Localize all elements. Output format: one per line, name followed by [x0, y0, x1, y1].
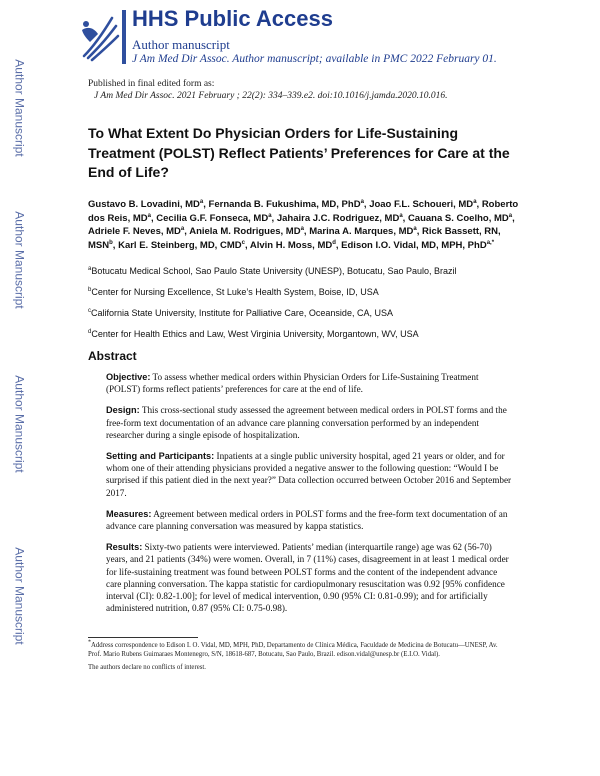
author-name: Rick Bassett, RN, MSN — [88, 226, 501, 251]
author-name: Aniela M. Rodrigues, MD — [189, 226, 301, 238]
author-name: Gustavo B. Lovadini, MD — [88, 199, 200, 210]
abstract-section — [106, 450, 514, 499]
publication-info — [88, 78, 448, 102]
author-name: Marina A. Marques, MD — [309, 226, 414, 238]
affiliation-text: Botucatu Medical School, Sao Paulo State University (UNESP), Botucatu, Sao Paulo, Brazil — [91, 266, 457, 276]
author-name: Edison I.O. Vidal, MD, MPH, PhD — [341, 239, 487, 251]
author-affiliation-marker: a — [268, 212, 272, 219]
correspondence-note — [88, 641, 508, 659]
author-affiliation-marker: a — [413, 226, 417, 233]
author-name: Joao F.L. Schoueri, MD — [369, 199, 474, 210]
author-list: Gustavo B. Lovadini, $MD^a$, Fernanda B. Fukushima, MD, PhD$^a$, Joao F.L. Schoueri, $MD^a$, Roberto dos Reis, $MD^a$, Cecilia G.F. Fonseca, $MD^a$, Jahaira J.C. Rodriguez, $MD^a$, Cauana S. Coelho, $MD^a$, Adriele F. Neves, $MD^a$, Aniela M. Rodrigues, $MD^a$, Marina A. Marques, $MD^a$, Rick Bassett, RN, MSN$^b$, Karl E. Steinberg, MD, CMD$^c$, Alvin H. Moss, $MD^d$, Edison I.O. Vidal, MD, MPH, PhD$^{a,*}$ — [88, 198, 519, 251]
journal-availability-text: J Am Med Dir Assoc. Author manuscript; available in PMC 2022 February 01. — [132, 53, 497, 65]
abstract-section-label: Measures: — [106, 508, 152, 519]
abstract-section-label: Design: — [106, 405, 140, 416]
author-affiliation-marker: a — [473, 198, 477, 205]
abstract-section-text: To assess whether medical orders within Physician Orders for Life-Sustaining Treatment (POLST) forms reflect patients’ preferences for care at the end of life. — [106, 372, 479, 395]
author-affiliation-marker: d — [332, 239, 336, 246]
sidebar-author-manuscript-label-3: Author Manuscript — [13, 375, 28, 473]
abstract-section-text: Agreement between medical orders in POLST forms and the free-form text documentation of an advance care planning conversation was measured by kappa statistics. — [106, 508, 508, 532]
affiliation-item — [88, 329, 528, 340]
left-margin-sidebar — [0, 0, 40, 776]
author-name: Cecilia G.F. Fonseca, MD — [156, 212, 269, 224]
conflict-disclosure: The authors declare no conflicts of interest. — [88, 664, 206, 671]
author-name: Roberto dos Reis, MD — [88, 199, 519, 224]
abstract-section-label: Results: — [106, 542, 143, 553]
abstract-section-text: This cross-sectional study assessed the agreement between medical orders in POLST forms and the free-form text documentation of an advance care planning conversation performed by an independent researcher during a single episode of hospitalization. — [106, 405, 507, 440]
affiliation-key: b — [88, 287, 92, 293]
footnote-divider — [88, 637, 198, 638]
affiliation-key: c — [88, 308, 91, 314]
abstract-section — [106, 404, 514, 441]
author-affiliation-marker: a — [300, 226, 304, 233]
author-affiliation-marker: a — [360, 198, 364, 205]
article-title: To What Extent Do Physician Orders for Life-Sustaining Treatment (POLST) Reflect Patients’ Preferences for Care at the End of Life? — [88, 125, 510, 180]
hhs-eagle-logo-icon — [78, 8, 120, 64]
hhs-public-access-title: HHS Public Access — [132, 6, 333, 31]
author-affiliation-marker: a — [199, 198, 204, 205]
citation — [88, 90, 448, 102]
abstract-section-text: Inpatients at a single public university hospital, aged 21 years or older, and for whom one of their attending physicians provided a negative answer to the following question: “Would I be surprised if this patient died in the next year?” Data collection occurred between October 2016 and September 2017. — [106, 451, 512, 498]
affiliation-item — [88, 308, 528, 319]
author-affiliation-marker: a — [180, 226, 185, 233]
author-manuscript-subtitle: Author manuscript — [132, 37, 230, 52]
author-name: Alvin H. Moss, MD — [249, 239, 333, 251]
abstract-section — [106, 541, 514, 614]
sidebar-author-manuscript-label-2: Author Manuscript — [13, 211, 28, 309]
footnote-marker: * — [88, 639, 91, 646]
author-affiliation-marker: b — [109, 239, 113, 246]
journal-availability-line — [132, 53, 497, 65]
affiliation-text: California State University, Institute for Palliative Care, Oceanside, CA, USA — [91, 308, 393, 318]
author-affiliation-marker: a — [147, 212, 151, 219]
abstract-section-label: Objective: — [106, 372, 151, 382]
abstract-section-label: Setting and Participants: — [106, 451, 215, 462]
author-affiliation-marker: a — [399, 212, 403, 219]
abstract-section-text: Sixty-two patients were interviewed. Patients’ median (interquartile range) age was 62 (56-70) years, and 21 patients (34%) were women. Overall, in 7 (11%) cases, disagreement in at least 1 medical order for life-sustaining treatment was found between POLST forms and the content of the independent advance care planning conversation. The kappa statistic for cardiopulmonary resuscitation was 0.92 [95% confidence interval (CI): 0.82-1.00]; for level of medical intervention, 0.90 (95% CI: 0.81-0.99); and for artificially administered nutrition, 0.87 (95% CI: 0.75-0.98). — [106, 542, 509, 614]
sidebar-author-manuscript-label-4: Author Manuscript — [13, 547, 28, 645]
hhs-header — [78, 8, 578, 70]
sidebar-author-manuscript-label-1: Author Manuscript — [13, 59, 28, 157]
affiliation-key: d — [88, 329, 92, 335]
author-name: Karl E. Steinberg, MD, CMD — [118, 239, 242, 251]
abstract-section — [106, 371, 514, 395]
affiliation-text: Center for Nursing Excellence, St Luke’s Health System, Boise, ID, USA — [91, 287, 379, 297]
abstract-section — [106, 508, 514, 532]
author-name: Jahaira J.C. Rodriguez, MD — [276, 212, 400, 224]
correspondence-text: Address correspondence to Edison I. O. Vidal, MD, MPH, PhD, Departamento de Clínica Médica, Faculdade de Medicina de Botucatu—UNESP, Av. Prof. Mario Rubens Guimaraes Montenegro, S/N, 18618-687, Botucatu, Sao Paulo, Brazil. edison.vidal@unesp.br (E.I.O. Vidal). — [88, 642, 498, 658]
affiliation-item — [88, 266, 528, 277]
author-name: Fernanda B. Fukushima, MD, PhD — [208, 199, 361, 210]
author-affiliation-marker: a — [508, 212, 513, 219]
abstract-heading: Abstract — [88, 349, 137, 363]
author-name: Cauana S. Coelho, MD — [407, 212, 509, 224]
published-label: Published in final edited form as: — [88, 79, 215, 89]
author-affiliation-marker: c — [241, 239, 245, 246]
abstract-body — [106, 371, 514, 623]
author-name: Adriele F. Neves, MD — [88, 226, 181, 238]
footnote — [88, 641, 508, 672]
affiliation-key: a — [88, 266, 92, 272]
affiliation-list — [88, 266, 528, 350]
affiliation-item — [88, 287, 528, 298]
affiliation-text: Center for Health Ethics and Law, West Virginia University, Morgantown, WV, USA — [91, 329, 419, 339]
citation-text: J Am Med Dir Assoc. 2021 February ; 22(2): 334–339.e2. doi:10.1016/j.jamda.2020.10.016. — [94, 91, 448, 101]
author-affiliation-marker: a,* — [486, 239, 495, 246]
header-divider — [122, 10, 126, 64]
